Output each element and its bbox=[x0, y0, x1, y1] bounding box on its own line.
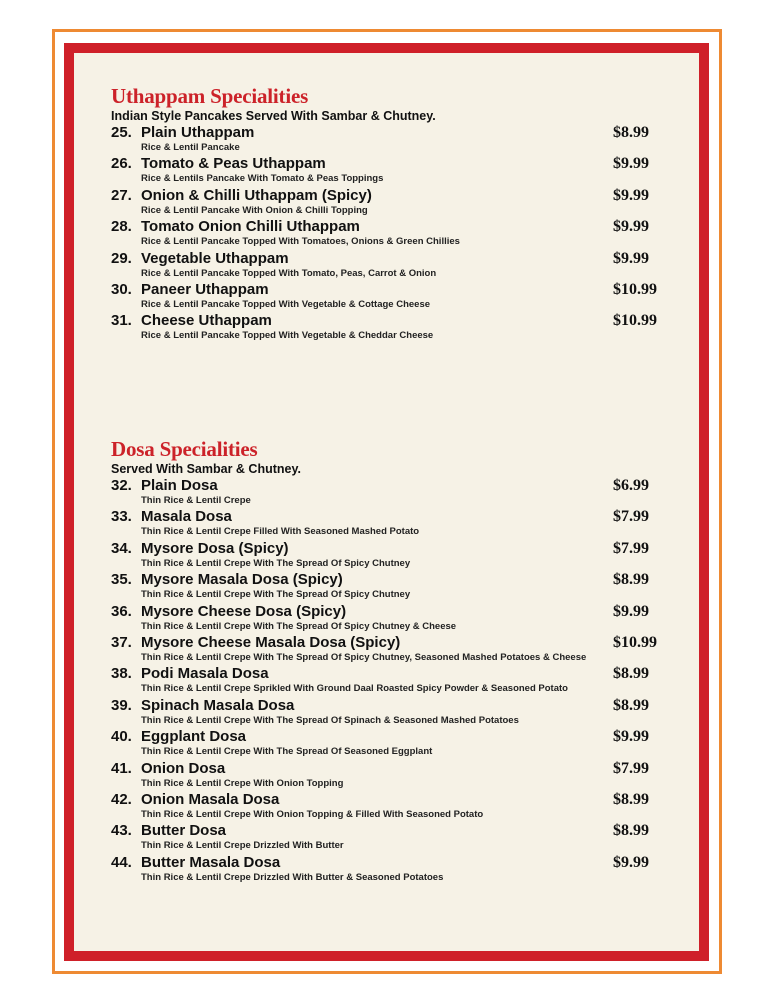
menu-item-price: $7.99 bbox=[613, 508, 649, 526]
menu-item-row bbox=[111, 603, 671, 621]
menu-item-row bbox=[111, 854, 671, 872]
menu-item-description: Thin Rice & Lentil Crepe With Onion Topping & Filled With Seasoned Potato bbox=[141, 808, 484, 820]
menu-item-description: Thin Rice & Lentil Crepe With The Spread Of Spicy Chutney bbox=[141, 557, 411, 569]
menu-item-description: Rice & Lentil Pancake Topped With Vegetable & Cottage Cheese bbox=[141, 298, 431, 310]
menu-item bbox=[111, 634, 671, 665]
menu-item-price: $7.99 bbox=[613, 759, 649, 777]
menu-item-number: 31. bbox=[111, 312, 132, 330]
menu-item-description: Rice & Lentil Pancake bbox=[141, 142, 240, 153]
dosa-title: Dosa Specialities bbox=[111, 437, 258, 461]
uthappam-section bbox=[111, 84, 671, 344]
uthappam-list bbox=[111, 124, 671, 344]
menu-item-row bbox=[111, 124, 671, 142]
menu-item-name: Spinach Masala Dosa bbox=[141, 696, 295, 714]
menu-item-price: $9.99 bbox=[613, 155, 649, 173]
menu-item-number: 29. bbox=[111, 249, 132, 267]
menu-item-row bbox=[111, 477, 671, 495]
menu-item-price: $8.99 bbox=[613, 696, 649, 714]
menu-item-name: Mysore Masala Dosa (Spicy) bbox=[141, 571, 343, 589]
menu-item-price: $9.99 bbox=[613, 728, 649, 746]
menu-item-description: Thin Rice & Lentil Crepe With The Spread Of Spinach & Seasoned Mashed Potatoes bbox=[141, 714, 519, 726]
menu-item bbox=[111, 540, 671, 571]
menu-item bbox=[111, 250, 671, 281]
menu-item-description: Thin Rice & Lentil Crepe With The Spread Of Spicy Chutney, Seasoned Mashed Potatoes & Cheese bbox=[141, 651, 587, 663]
menu-item-price: $10.99 bbox=[613, 312, 657, 330]
menu-item-description: Thin Rice & Lentil Crepe With The Spread Of Spicy Chutney bbox=[141, 589, 411, 601]
menu-item bbox=[111, 665, 671, 696]
menu-item-row bbox=[111, 155, 671, 173]
menu-item-number: 32. bbox=[111, 477, 132, 494]
menu-item-description: Rice & Lentils Pancake With Tomato & Peas Toppings bbox=[141, 173, 384, 185]
menu-item-description: Thin Rice & Lentil Crepe bbox=[141, 495, 251, 506]
menu-item-name: Plain Dosa bbox=[141, 477, 218, 494]
menu-item-description: Thin Rice & Lentil Crepe Sprikled With Ground Daal Roasted Spicy Powder & Seasoned Potato bbox=[141, 683, 568, 695]
menu-item-row bbox=[111, 218, 671, 236]
menu-item bbox=[111, 728, 671, 759]
menu-item-name: Mysore Cheese Masala Dosa (Spicy) bbox=[141, 633, 401, 651]
menu-item-price: $8.99 bbox=[613, 822, 649, 840]
menu-item bbox=[111, 760, 671, 791]
menu-item-number: 34. bbox=[111, 539, 132, 557]
menu-item-number: 42. bbox=[111, 790, 132, 808]
menu-item bbox=[111, 791, 671, 822]
menu-item-name: Cheese Uthappam bbox=[141, 312, 272, 330]
menu-item-row bbox=[111, 540, 671, 558]
menu-item-price: $8.99 bbox=[613, 571, 649, 589]
menu-item-price: $10.99 bbox=[613, 280, 657, 298]
menu-item-description: Rice & Lentil Pancake Topped With Tomatoes, Onions & Green Chillies bbox=[141, 236, 460, 248]
menu-item-row bbox=[111, 822, 671, 840]
menu-item-price: $9.99 bbox=[613, 249, 649, 267]
uthappam-title: Uthappam Specialities bbox=[111, 84, 309, 108]
menu-item-price: $7.99 bbox=[613, 539, 649, 557]
menu-item-row bbox=[111, 665, 671, 683]
menu-item-number: 38. bbox=[111, 665, 132, 683]
menu-item-number: 37. bbox=[111, 633, 132, 651]
menu-item-price: $9.99 bbox=[613, 853, 649, 871]
menu-item-name: Tomato Onion Chilli Uthappam bbox=[141, 218, 360, 236]
menu-item-number: 39. bbox=[111, 696, 132, 714]
menu-item-price: $9.99 bbox=[613, 218, 649, 236]
menu-item-number: 35. bbox=[111, 571, 132, 589]
dosa-section bbox=[111, 437, 671, 885]
menu-item-price: $6.99 bbox=[613, 477, 649, 494]
menu-item bbox=[111, 312, 671, 343]
menu-item bbox=[111, 281, 671, 312]
menu-item bbox=[111, 571, 671, 602]
menu-item bbox=[111, 187, 671, 218]
uthappam-subtitle: Indian Style Pancakes Served With Sambar & Chutney. bbox=[111, 109, 436, 123]
menu-item-number: 28. bbox=[111, 218, 132, 236]
dosa-subtitle: Served With Sambar & Chutney. bbox=[111, 462, 301, 476]
menu-item-number: 44. bbox=[111, 853, 132, 871]
menu-item-number: 26. bbox=[111, 155, 132, 173]
menu-item-number: 43. bbox=[111, 822, 132, 840]
menu-item-name: Vegetable Uthappam bbox=[141, 249, 289, 267]
menu-item bbox=[111, 155, 671, 186]
menu-item bbox=[111, 124, 671, 155]
menu-item-row bbox=[111, 791, 671, 809]
menu-item-row bbox=[111, 571, 671, 589]
menu-item bbox=[111, 218, 671, 249]
menu-item-number: 40. bbox=[111, 728, 132, 746]
menu-item-row bbox=[111, 281, 671, 299]
menu-item-price: $8.99 bbox=[613, 124, 649, 141]
menu-item bbox=[111, 477, 671, 508]
menu-item bbox=[111, 854, 671, 885]
menu-item-description: Thin Rice & Lentil Crepe Filled With Seasoned Mashed Potato bbox=[141, 526, 420, 538]
menu-item bbox=[111, 697, 671, 728]
menu-item-description: Thin Rice & Lentil Crepe Drizzled With Butter bbox=[141, 840, 344, 852]
menu-item-description: Thin Rice & Lentil Crepe With Onion Topping bbox=[141, 777, 344, 789]
menu-item-name: Mysore Cheese Dosa (Spicy) bbox=[141, 602, 347, 620]
menu-item-number: 25. bbox=[111, 124, 132, 141]
menu-item-name: Tomato & Peas Uthappam bbox=[141, 155, 326, 173]
menu-item-row bbox=[111, 187, 671, 205]
menu-item-name: Onion Masala Dosa bbox=[141, 790, 280, 808]
menu-item-price: $8.99 bbox=[613, 790, 649, 808]
menu-item-row bbox=[111, 250, 671, 268]
menu-item-name: Paneer Uthappam bbox=[141, 280, 269, 298]
menu-item-description: Thin Rice & Lentil Crepe With The Spread Of Seasoned Eggplant bbox=[141, 746, 433, 758]
menu-item-description: Rice & Lentil Pancake With Onion & Chilli Topping bbox=[141, 204, 368, 216]
menu-item-name: Mysore Dosa (Spicy) bbox=[141, 539, 289, 557]
menu-item bbox=[111, 822, 671, 853]
menu-item-number: 27. bbox=[111, 186, 132, 204]
menu-item bbox=[111, 508, 671, 539]
menu-item-price: $9.99 bbox=[613, 602, 649, 620]
menu-item-name: Butter Masala Dosa bbox=[141, 853, 281, 871]
menu-item-description: Rice & Lentil Pancake Topped With Tomato, Peas, Carrot & Onion bbox=[141, 267, 437, 279]
menu-item-description: Rice & Lentil Pancake Topped With Vegetable & Cheddar Cheese bbox=[141, 330, 434, 342]
menu-item-name: Onion & Chilli Uthappam (Spicy) bbox=[141, 186, 372, 204]
menu-item-number: 36. bbox=[111, 602, 132, 620]
menu-item-name: Eggplant Dosa bbox=[141, 728, 247, 746]
menu-item-row bbox=[111, 508, 671, 526]
menu-item-number: 41. bbox=[111, 759, 132, 777]
menu-item-price: $8.99 bbox=[613, 665, 649, 683]
menu-item-row bbox=[111, 312, 671, 330]
menu-item-description: Thin Rice & Lentil Crepe Drizzled With Butter & Seasoned Potatoes bbox=[141, 871, 444, 883]
menu-item-row bbox=[111, 697, 671, 715]
menu-item-name: Podi Masala Dosa bbox=[141, 665, 269, 683]
menu-item-number: 33. bbox=[111, 508, 132, 526]
menu-item-name: Masala Dosa bbox=[141, 508, 232, 526]
menu-item-row bbox=[111, 634, 671, 652]
menu-item-row bbox=[111, 760, 671, 778]
menu-item-name: Butter Dosa bbox=[141, 822, 227, 840]
menu-item-number: 30. bbox=[111, 280, 132, 298]
dosa-list bbox=[111, 477, 671, 885]
menu-item-name: Plain Uthappam bbox=[141, 124, 255, 141]
menu-item-price: $9.99 bbox=[613, 186, 649, 204]
menu-item-price: $10.99 bbox=[613, 633, 657, 651]
menu-item-row bbox=[111, 728, 671, 746]
menu-item-description: Thin Rice & Lentil Crepe With The Spread Of Spicy Chutney & Cheese bbox=[141, 620, 457, 632]
menu-item bbox=[111, 603, 671, 634]
menu-item-name: Onion Dosa bbox=[141, 759, 226, 777]
